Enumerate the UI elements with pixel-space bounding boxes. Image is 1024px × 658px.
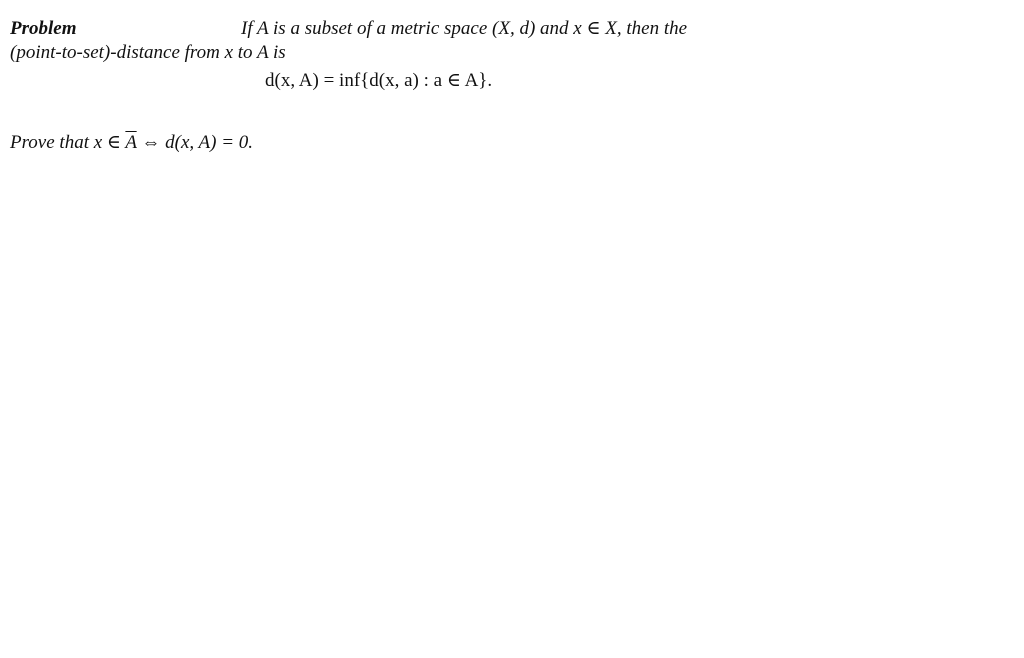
prove-suffix: ⇔ d(x, A) = 0. bbox=[136, 132, 254, 153]
problem-heading: Problem bbox=[10, 18, 77, 39]
distance-formula: d(x, A) = inf{d(x, a) : a ∈ A}. bbox=[265, 70, 493, 91]
closure-symbol: $\overline{A}$ bbox=[125, 132, 137, 153]
problem-text bbox=[10, 18, 1014, 66]
problem-line-2 bbox=[10, 42, 1014, 66]
prove-statement bbox=[10, 132, 253, 155]
prove-prefix: Prove that x ∈ bbox=[10, 132, 126, 153]
problem-statement-line-1: If A is a subset of a metric space (X, d) and x ∈ X, then the bbox=[241, 18, 688, 39]
problem-line-1 bbox=[10, 18, 1014, 42]
problem-statement-line-2: (point-to-set)-distance from x to A is bbox=[10, 42, 286, 63]
